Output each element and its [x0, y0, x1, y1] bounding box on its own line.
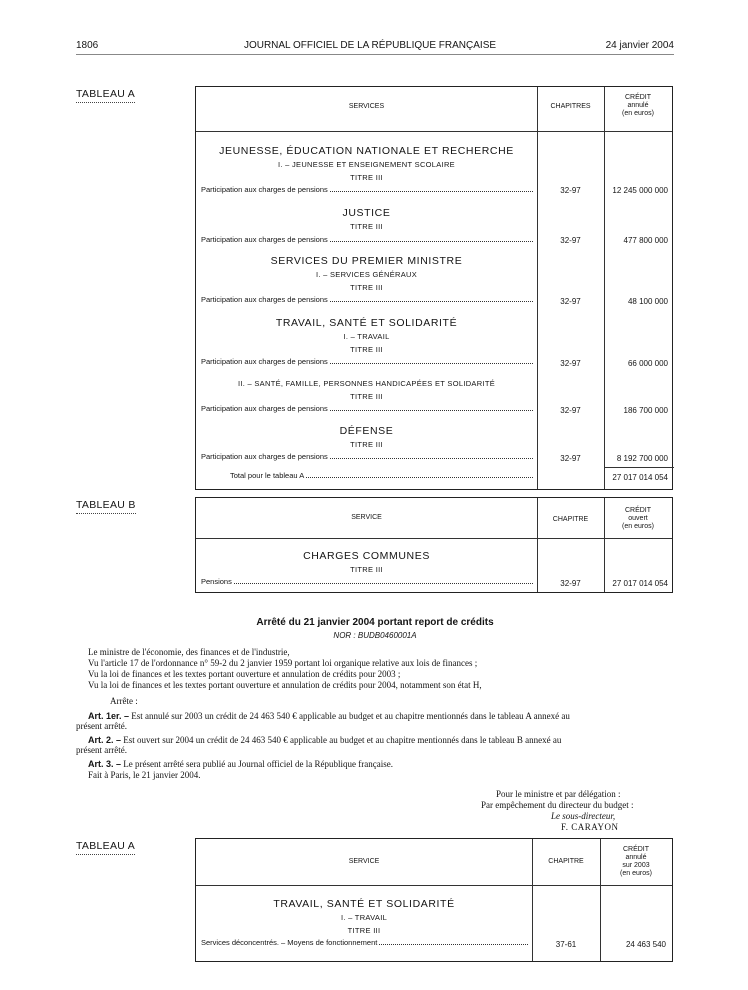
- col-chapitre-header: CHAPITRE: [548, 858, 584, 865]
- amount-value: 477 800 000: [623, 236, 668, 245]
- col-services-header: SERVICES: [348, 103, 385, 110]
- amount-value: 66 000 000: [627, 359, 668, 368]
- article-1-cont: présent arrêté.: [76, 721, 127, 731]
- table-row: Services déconcentrés. – Moyens de fonctionnement: [201, 938, 529, 947]
- col-credit-header: CRÉDIT annulé sur 2003 (en euros): [620, 846, 652, 877]
- amount-value: 24 463 540: [625, 940, 666, 949]
- signature-line-1: Pour le ministre et par délégation :: [496, 789, 621, 799]
- chapitre-value: 32-97: [560, 406, 581, 415]
- chapitre-value: 32-97: [560, 186, 581, 195]
- section-subtitle: I. – JEUNESSE ET ENSEIGNEMENT SCOLAIRE: [277, 160, 455, 169]
- section-titre: TITRE III: [350, 173, 383, 182]
- fait-a-paris: Fait à Paris, le 21 janvier 2004.: [88, 770, 201, 780]
- signature-line-2: Par empêchement du directeur du budget :: [481, 800, 634, 810]
- arrete-vu-2: Vu la loi de finances et les textes portant ouverture et annulation de crédits pour 2003 ;: [88, 669, 401, 679]
- amount-value: 48 100 000: [627, 297, 668, 306]
- section-titre: TITRE III: [347, 926, 381, 935]
- chapitre-value: 32-97: [560, 297, 581, 306]
- amount-value: 186 700 000: [623, 406, 668, 415]
- total-amount: 27 017 014 054: [612, 473, 668, 482]
- chapitre-value: 32-97: [560, 359, 581, 368]
- header-rule: [76, 54, 674, 55]
- section-titre: TITRE III: [350, 440, 383, 449]
- section-title: TRAVAIL, SANTÉ ET SOLIDARITÉ: [273, 898, 455, 910]
- signature-name: F. CARAYON: [561, 822, 619, 832]
- section-title: DÉFENSE: [339, 425, 394, 437]
- article-2: Art. 2. – Est ouvert sur 2004 un crédit de 24 463 540 € applicable au budget et au chapitre mentionnés dans le tableau B annexé au: [88, 735, 562, 745]
- table-row: Participation aux charges de pensions: [201, 452, 534, 461]
- section-subtitle: I. – TRAVAIL: [343, 332, 390, 341]
- table-row: Participation aux charges de pensions: [201, 185, 534, 194]
- tableau-b-table: [195, 497, 673, 593]
- section-title: JEUNESSE, ÉDUCATION NATIONALE ET RECHERCHE: [219, 145, 514, 157]
- col-chapitre-header: CHAPITRE: [552, 516, 589, 523]
- total-row: Total pour le tableau A: [230, 471, 534, 480]
- tableau-a-table: [195, 86, 673, 490]
- tableau-b-label: TABLEAU B: [76, 499, 136, 514]
- chapitre-value: 32-97: [560, 236, 581, 245]
- article-3: Art. 3. – Le présent arrêté sera publié au Journal officiel de la République française.: [88, 759, 393, 769]
- table-row: Participation aux charges de pensions: [201, 404, 534, 413]
- table-row: Participation aux charges de pensions: [201, 357, 534, 366]
- tableau-a-label: TABLEAU A: [76, 88, 135, 103]
- section-titre: TITRE III: [350, 392, 383, 401]
- table-row: Pensions: [201, 577, 534, 586]
- section-title: SERVICES DU PREMIER MINISTRE: [270, 255, 463, 267]
- arrete-vu-3: Vu la loi de finances et les textes portant ouverture et annulation de crédits pour 2004, notamment son état H,: [88, 680, 482, 690]
- arrete-intro: Le ministre de l'économie, des finances et de l'industrie,: [88, 647, 290, 657]
- chapitre-value: 32-97: [560, 454, 581, 463]
- journal-title: JOURNAL OFFICIEL DE LA RÉPUBLIQUE FRANÇAISE: [243, 40, 497, 51]
- arrete-nor: NOR : BUDB0460001A: [333, 631, 417, 640]
- col-chapitres-header: CHAPITRES: [550, 103, 591, 110]
- col-service-header: SERVICE: [351, 514, 382, 521]
- table-row: Participation aux charges de pensions: [201, 295, 534, 304]
- section-subtitle: I. – SERVICES GÉNÉRAUX: [315, 270, 418, 279]
- section-title: TRAVAIL, SANTÉ ET SOLIDARITÉ: [275, 317, 458, 329]
- amount-value: 27 017 014 054: [612, 579, 668, 588]
- section-title: CHARGES COMMUNES: [303, 550, 430, 562]
- col-credit-header: CRÉDIT annulé (en euros): [622, 94, 654, 117]
- tableau-a2-label: TABLEAU A: [76, 840, 135, 855]
- section-subtitle: II. – SANTÉ, FAMILLE, PERSONNES HANDICAPÉES ET SOLIDARITÉ: [237, 379, 496, 388]
- section-titre: TITRE III: [350, 283, 383, 292]
- page-number: 1806: [76, 40, 99, 51]
- arrete-word: Arrête :: [110, 696, 138, 706]
- section-title: JUSTICE: [342, 207, 391, 219]
- section-titre: TITRE III: [350, 565, 383, 574]
- article-2-cont: présent arrêté.: [76, 745, 127, 755]
- table-row: Participation aux charges de pensions: [201, 235, 534, 244]
- section-titre: TITRE III: [350, 222, 383, 231]
- section-subtitle: I. – TRAVAIL: [340, 913, 388, 922]
- col-service-header: SERVICE: [348, 858, 380, 865]
- amount-value: 12 245 000 000: [612, 186, 668, 195]
- chapitre-value: 32-97: [560, 579, 581, 588]
- article-1: Art. 1er. – Est annulé sur 2003 un crédit de 24 463 540 € applicable au budget et au chapitre mentionnés dans le tableau A annexé au: [88, 711, 570, 721]
- chapitre-value: 37-61: [555, 940, 577, 949]
- signature-line-3: Le sous-directeur,: [551, 811, 616, 821]
- section-titre: TITRE III: [350, 345, 383, 354]
- page-date: 24 janvier 2004: [605, 40, 674, 51]
- arrete-vu-1: Vu l'article 17 de l'ordonnance n° 59-2 du 2 janvier 1959 portant loi organique relative aux lois de finances ;: [88, 658, 478, 668]
- tableau-a2-table: [195, 838, 673, 962]
- arrete-title: Arrêté du 21 janvier 2004 portant report de crédits: [256, 617, 494, 628]
- amount-value: 8 192 700 000: [616, 454, 668, 463]
- col-credit-header: CRÉDIT ouvert (en euros): [622, 507, 654, 530]
